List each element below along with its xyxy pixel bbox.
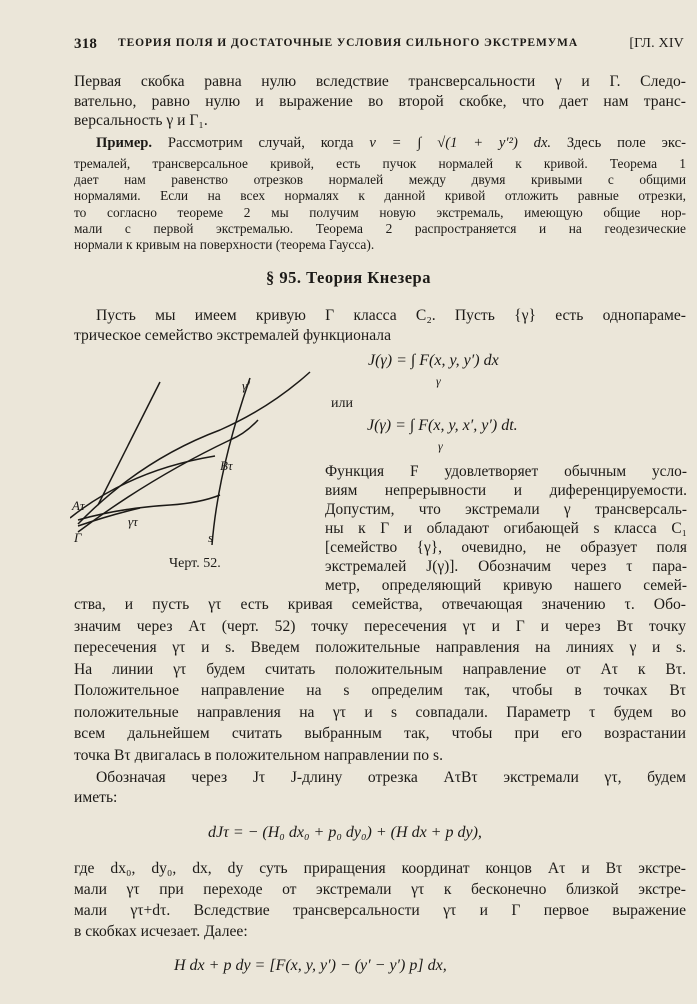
label-a-tau: Aτ — [72, 498, 85, 513]
text-line: точка Bτ двигалась в положительном направлении по s. — [74, 746, 443, 764]
text-line: виям непрерывности и диференцируемости. — [325, 482, 687, 499]
label-gamma-top: γ′ — [242, 378, 250, 393]
section-title: § 95. Теория Кнезера — [266, 268, 431, 287]
paragraph-3 — [74, 594, 686, 766]
text-line: тремалей, трансверсальное кривой, есть пучок нормалей к кривой. Теорема 1 — [74, 156, 686, 171]
functional-2-subscript: γ — [438, 439, 443, 453]
text-line: Пусть мы имеем кривую Γ класса C₂. Пусть {γ} есть однопараме- — [96, 307, 686, 324]
label-s: s — [208, 530, 214, 545]
text-line: ны к Γ и обладают огибающей s класса C₁ — [325, 520, 687, 537]
extremal-top — [78, 372, 310, 524]
text-line: то согласно теореме 2 мы получим новую экстремаль, имеющую общие нор- — [74, 204, 686, 220]
equation-1: dJτ = − (H₀ dx₀ + p₀ dy₀) + (H dx + p dy), — [208, 824, 482, 841]
example-intro: Рассмотрим случай, когда — [167, 135, 354, 151]
example-tail: Здесь поле экс- — [566, 135, 686, 151]
text-line: нормалями. Если на всех нормалях к данной кривой отложить равные отрезки, — [74, 188, 686, 204]
example-body — [74, 156, 686, 253]
text-line: версальность γ и Γ₁. — [74, 112, 208, 129]
text-line: Обозначая через Jτ J-длину отрезка AτBτ экстремали γτ, будем — [96, 769, 686, 786]
label-capital-gamma: Γ — [74, 530, 82, 545]
text-line: ства, и пусть γτ есть кривая семейства, отвечающая значению τ. Обо- — [74, 596, 686, 613]
text-line: [семейство {γ}, очевидно, не образует поля — [325, 539, 687, 556]
text-line: значим через Aτ (черт. 52) точку пересечения γτ и Γ и через Bτ точку — [74, 617, 686, 635]
right-column-text — [325, 462, 687, 595]
text-line: Первая скобка равна нулю вследствие трансверсальности γ и Γ. Следо- — [74, 73, 686, 90]
paragraph-2 — [74, 306, 686, 345]
figure-caption: Черт. 52. — [169, 556, 221, 571]
text-line: Допустим, что экстремали γ трансверсаль- — [325, 501, 687, 518]
paragraph-1 — [74, 72, 686, 131]
text-line: пересечения γτ и s. Введем положительные направления на линиях γ и s. — [74, 639, 686, 656]
text-line: экстремалей J(γ)]. Обозначим через τ пара- — [325, 558, 687, 575]
line-diagonal — [98, 382, 160, 505]
text-line: мали γτ+dτ. Вследствие трансверсальности γτ и Γ первое выражение — [74, 902, 686, 919]
equation-2: H dx + p dy = [F(x, y, y′) − (y′ − y′) p] dx, — [174, 957, 447, 974]
functional-2: J(γ) = ∫ F(x, y, x′, y′) dt. — [367, 417, 518, 434]
figure-52 — [70, 360, 320, 582]
text-line: Функция F удовлетворяет обычным усло- — [325, 463, 687, 480]
text-line: в скобках исчезает. Далее: — [74, 923, 248, 940]
example-formula: v = ∫ √(1 + y′²) dx. — [369, 135, 552, 151]
text-line: мали с первой экстремалью. Теорема 2 распространяется и на геодезические — [74, 220, 686, 236]
text-line: трическое семейство экстремалей функционала — [74, 326, 391, 344]
label-b-tau: Bτ — [220, 458, 233, 473]
text-line: мали γτ при переходе от экстремали γτ к бесконечно близкой экстре- — [74, 881, 686, 898]
example-label: Пример. — [96, 135, 153, 151]
or-label: или — [331, 396, 353, 411]
text-line: Положительное направление на s определим так, чтобы в точках Bτ — [74, 682, 686, 699]
example-first-line — [74, 134, 686, 154]
chapter-label: [ГЛ. XIV — [629, 36, 684, 51]
text-line: метр, определяющий кривую нашего семей- — [325, 577, 687, 594]
page-number: 318 — [74, 36, 98, 52]
text-line: иметь: — [74, 788, 118, 806]
running-header — [74, 36, 686, 56]
text-line: На линии γτ будем считать положительным направление от Aτ к Bτ. — [74, 660, 686, 678]
text-line: положительные направления на γτ и s совпадали. Параметр τ будем во — [74, 703, 686, 721]
text-line: нормали к кривым на поверхности (теорема Гаусса). — [74, 237, 375, 253]
label-gamma-tau: γτ — [128, 514, 138, 529]
text-line: вательно, равно нулю и выражение во второй скобке, что дает нам транс- — [74, 92, 686, 110]
running-title: ТЕОРИЯ ПОЛЯ И ДОСТАТОЧНЫЕ УСЛОВИЯ СИЛЬНОГО ЭКСТРЕМУМА — [118, 37, 579, 49]
functional-1: J(γ) = ∫ F(x, y, y′) dx — [368, 352, 499, 369]
paragraph-4 — [74, 768, 686, 807]
functional-1-subscript: γ — [436, 374, 441, 388]
text-line: всем дальнейшем считать выбранным так, чтобы при его возрастании — [74, 725, 686, 742]
text-line: дает нам равенство отрезков нормалей между двумя кривыми с общими — [74, 172, 686, 188]
paragraph-5 — [74, 858, 686, 942]
text-line: где dx₀, dy₀, dx, dy суть приращения координат концов Aτ и Bτ экстре- — [74, 860, 686, 877]
